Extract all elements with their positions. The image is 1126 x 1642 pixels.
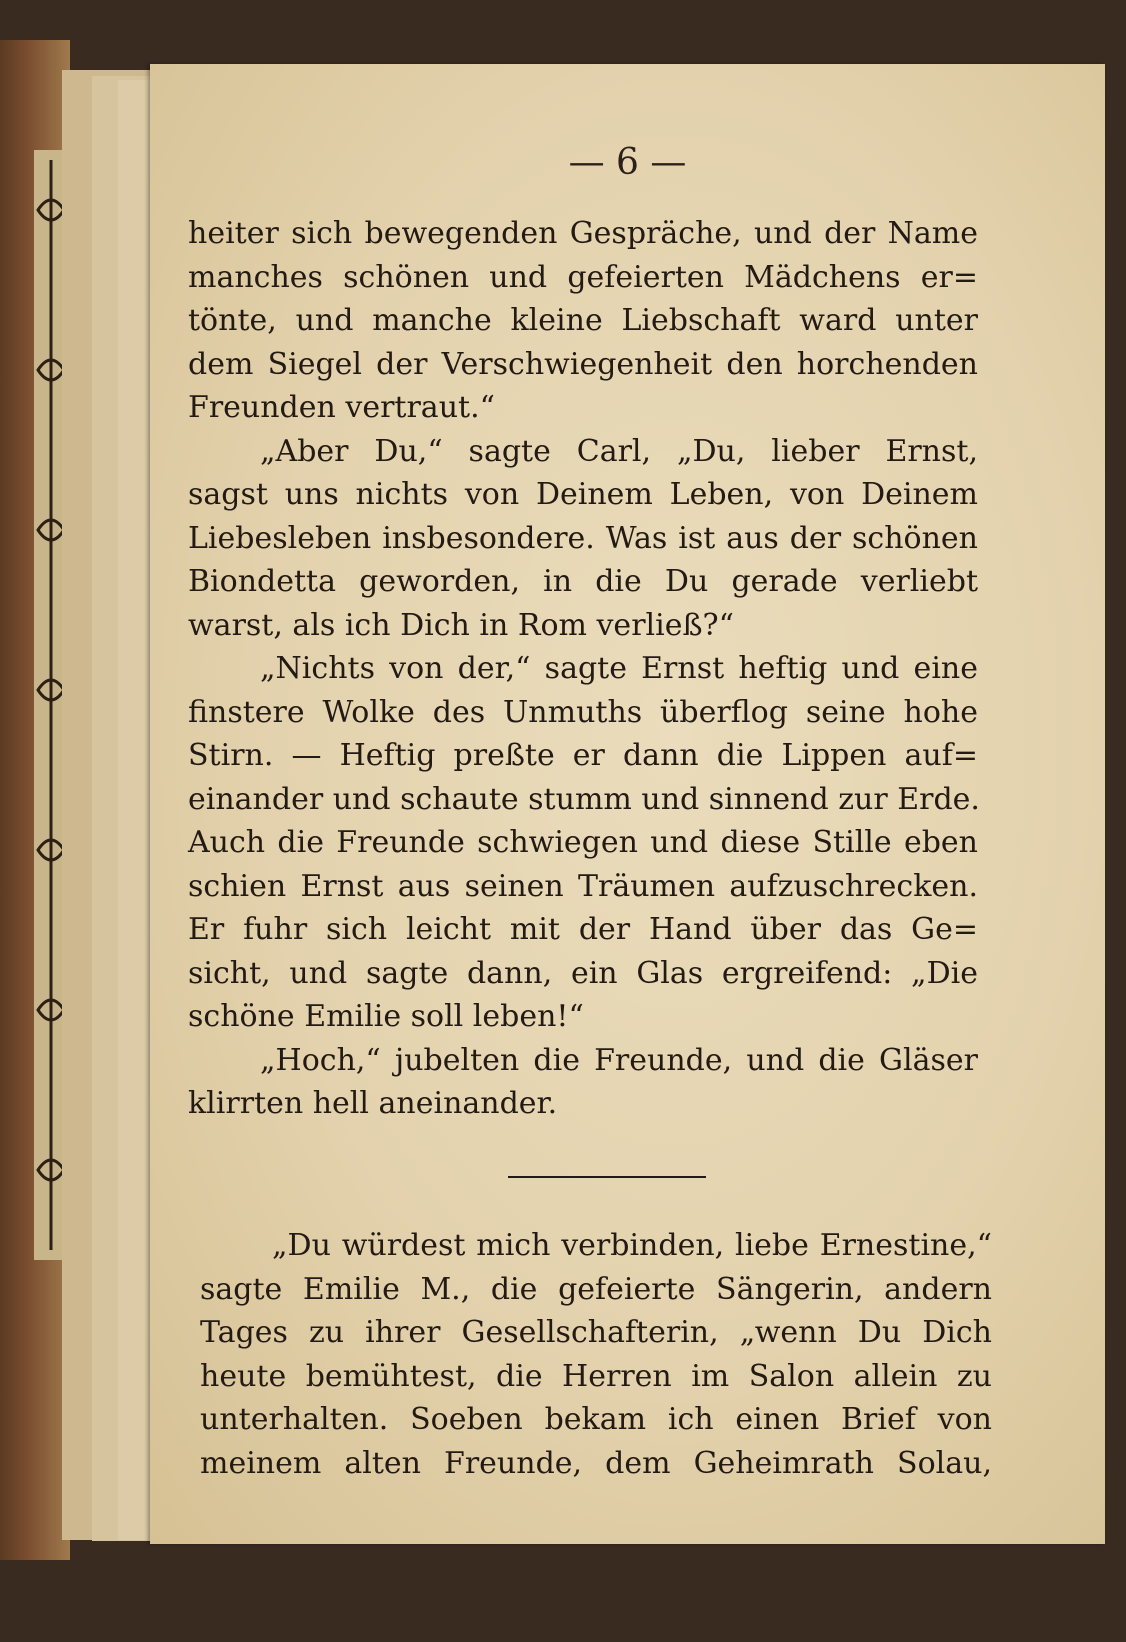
text-line: tönte, und manche kleine Liebschaft ward unter [188, 303, 978, 338]
section-divider [508, 1176, 706, 1178]
text-line: meinem alten Freunde, dem Geheimrath Solau, [200, 1445, 992, 1481]
body-text-lower [200, 1224, 992, 1485]
text-line: Er fuhr sich leicht mit der Hand über das Ge= [188, 912, 978, 947]
page-number: — 6 — [568, 142, 687, 183]
text-line: Stirn. — Heftig preßte er dann die Lippen auf= [188, 738, 978, 773]
text-line: heute bemühtest, die Herren im Salon allein zu [200, 1358, 992, 1394]
text-line: Biondetta geworden, in die Du gerade verliebt [188, 564, 978, 599]
text-line: sicht, und sagte dann, ein Glas ergreifend: „Die [188, 955, 978, 991]
text-line: klirrten hell aneinander. [188, 1086, 558, 1121]
body-text-upper [188, 212, 978, 1126]
text-line: „Aber Du,“ sagte Carl, „Du, lieber Ernst, [260, 433, 978, 469]
text-line: einander und schaute stumm und sinnend zur Erde. [188, 781, 980, 817]
text-line: dem Siegel der Verschwiegenheit den horchenden [188, 346, 978, 382]
text-line: warst, als ich Dich in Rom verließ?“ [188, 607, 734, 643]
text-line: schien Ernst aus seinen Träumen aufzuschrecken. [188, 868, 978, 904]
text-line: Tages zu ihrer Gesellschafterin, „wenn Du Dich [200, 1315, 992, 1350]
text-line: „Hoch,“ jubelten die Freunde, und die Gläser [260, 1042, 978, 1078]
text-line: „Du würdest mich verbinden, liebe Ernestine,“ [272, 1228, 992, 1263]
text-line: Auch die Freunde schwiegen und diese Stille eben [188, 825, 978, 860]
text-line: unterhalten. Soeben bekam ich einen Brief von [200, 1402, 992, 1437]
text-line: finstere Wolke des Unmuths überflog seine hohe [188, 694, 978, 730]
text-line: „Nichts von der,“ sagte Ernst heftig und eine [260, 651, 978, 686]
text-line: schöne Emilie soll leben!“ [188, 999, 584, 1034]
text-line: Liebesleben insbesondere. Was ist aus der schönen [188, 520, 978, 556]
text-line: sagte Emilie M., die gefeierte Sängerin, andern [200, 1271, 992, 1307]
text-line: sagst uns nichts von Deinem Leben, von Deinem [188, 477, 978, 512]
text-line: Freunden vertraut.“ [188, 390, 495, 425]
book-page [150, 64, 1105, 1544]
text-line: manches schönen und gefeierten Mädchens er= [188, 259, 978, 295]
text-line: heiter sich bewegenden Gespräche, und der Name [188, 216, 978, 251]
